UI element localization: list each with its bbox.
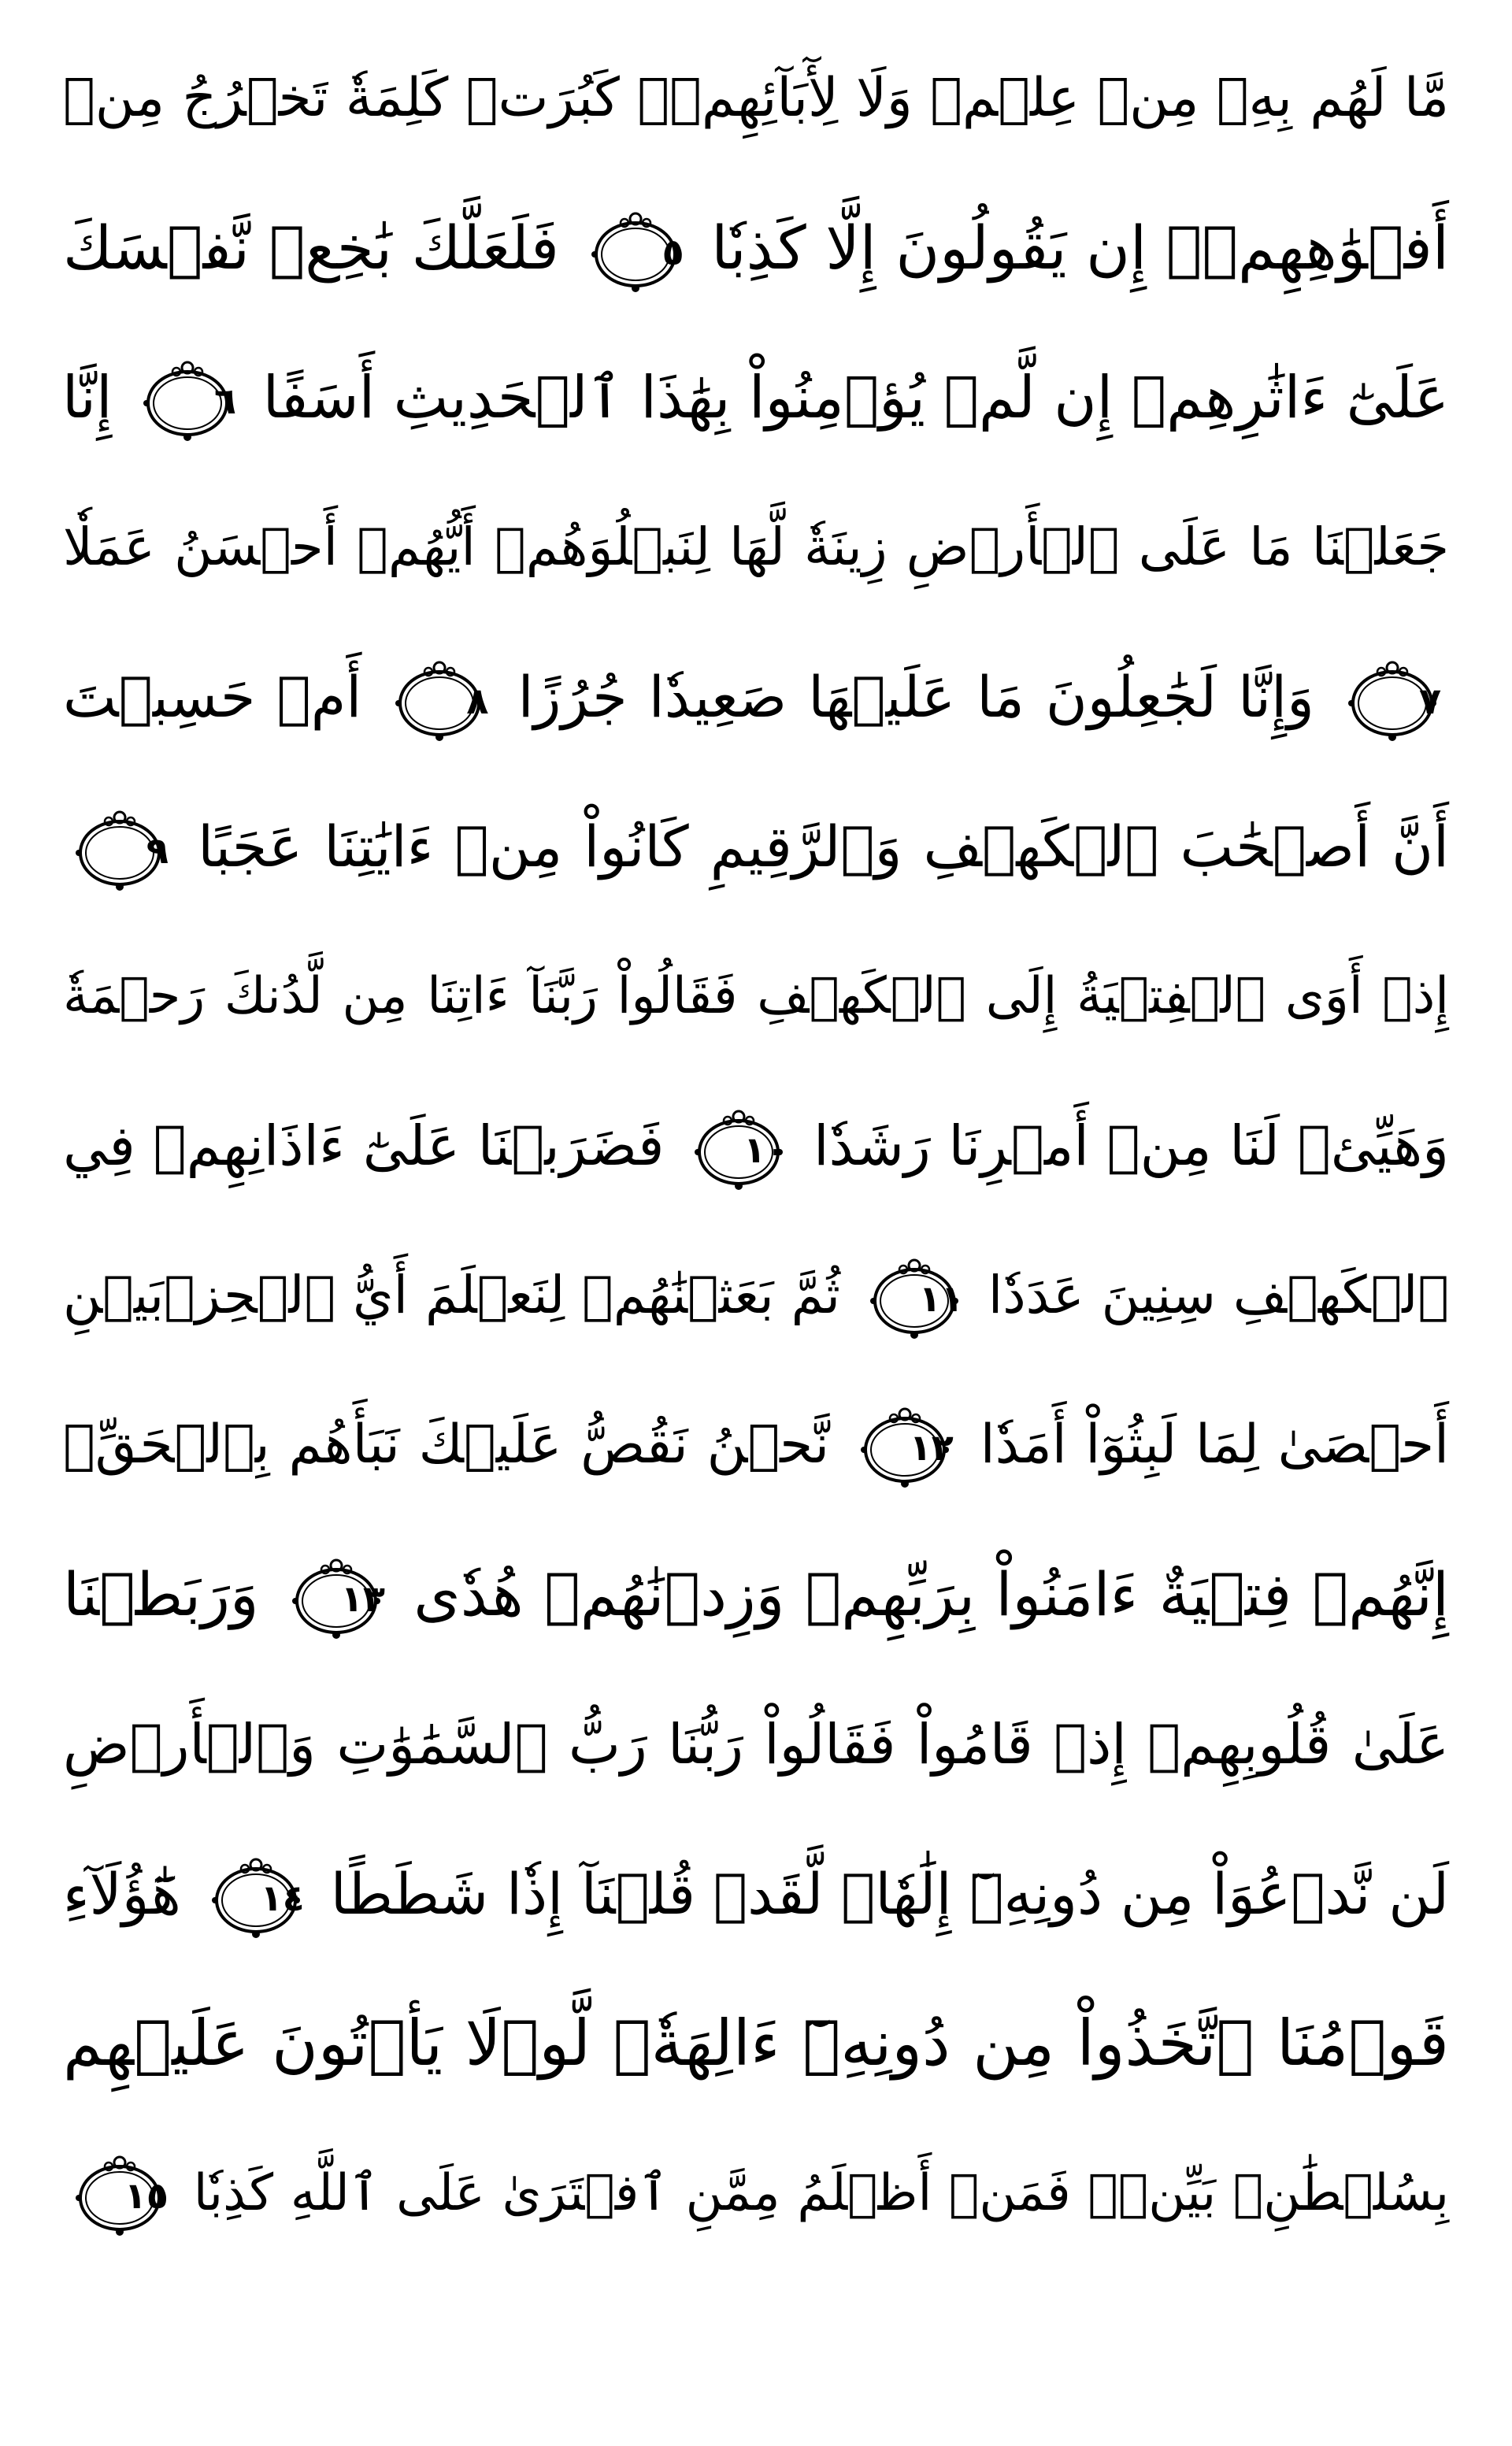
ayah-end-marker: [287, 1558, 385, 1640]
ayah-number: ١٤: [260, 1877, 305, 1920]
ayah-end-marker: [139, 360, 236, 442]
ayah-number: ٦: [214, 380, 237, 423]
ayah-end-marker: [865, 1258, 963, 1340]
verse-text: أَحۡصَىٰ لِمَا لَبِثُوٓاْ أَمَدٗا: [980, 1414, 1450, 1476]
ayah-number: ١٠: [743, 1128, 788, 1171]
verse-line: [63, 173, 1449, 323]
ayah-number: ١٣: [340, 1577, 385, 1620]
verse-line: [63, 921, 1449, 1071]
verse-line: [63, 1221, 1449, 1370]
verse-text: أَمۡ حَسِبۡتَ: [63, 664, 362, 730]
verse-text: قَوۡمُنَا ٱتَّخَذُواْ مِن دُونِهِۦٓ ءَالِهَةٗۖ لَّوۡلَا يَأۡتُونَ عَلَيۡهِم: [63, 2007, 1449, 2080]
verse-line: [63, 622, 1449, 772]
verse-text: ٱلۡكَهۡفِ سِنِينَ عَدَدٗا: [988, 1265, 1450, 1325]
verse-text: مَّا لَهُم بِهِۦ مِنۡ عِلۡمٖ وَلَا لِأٓبَآئِهِمۡۚ كَبُرَتۡ كَلِمَةٗ تَخۡرُجُ مِنۡ: [63, 67, 1449, 129]
verse-text: فَضَرَبۡنَا عَلَىٰٓ ءَاذَانِهِمۡ فِي: [63, 1114, 665, 1178]
ayah-end-marker: [1343, 660, 1441, 742]
ayah-end-marker: [207, 1857, 305, 1939]
verse-line: [63, 1819, 1449, 1969]
verse-line: [63, 1071, 1449, 1221]
verse-line: [63, 1370, 1449, 1520]
verse-line: [63, 1520, 1449, 1670]
ayah-end-marker: [856, 1406, 954, 1488]
verse-text: عَلَىٰٓ ءَاثَٰرِهِمۡ إِن لَّمۡ يُؤۡمِنُواْ بِهَٰذَا ٱلۡحَدِيثِ أَسَفًا: [262, 364, 1449, 432]
ayah-number: ٨: [466, 680, 489, 723]
ayah-number: ٩: [146, 829, 169, 873]
verse-text: فَلَعَلَّكَ بَٰخِعٞ نَّفۡسَكَ: [63, 213, 559, 283]
verse-text: وَهَيِّئۡ لَنَا مِنۡ أَمۡرِنَا رَشَدٗا: [813, 1114, 1449, 1178]
verse-line: [63, 1969, 1449, 2118]
verse-text: ثُمَّ بَعَثۡنَٰهُمۡ لِنَعۡلَمَ أَيُّ ٱلۡحِزۡبَيۡنِ: [63, 1265, 840, 1325]
ayah-number: ١١: [918, 1277, 963, 1320]
verse-text: وَرَبَطۡنَا: [63, 1559, 259, 1629]
verse-line: [63, 2118, 1449, 2268]
ayah-end-marker: [587, 211, 684, 293]
ayah-end-marker: [71, 810, 169, 891]
ayah-end-marker: [690, 1109, 788, 1191]
ayah-number: ١٥: [124, 2174, 169, 2218]
verse-line: [63, 24, 1449, 173]
verse-text: جَعَلۡنَا مَا عَلَى ٱلۡأَرۡضِ زِينَةٗ لَّهَا لِنَبۡلُوَهُمۡ أَيُّهُمۡ أَحۡسَنُ عَمَلٗا: [63, 517, 1449, 577]
verse-text: لَن نَّدۡعُوَاْ مِن دُونِهِۦٓ إِلَٰهٗاۖ لَّقَدۡ قُلۡنَآ إِذٗا شَطَطًا: [330, 1861, 1449, 1927]
quran-text: [63, 24, 1449, 2418]
verse-text: نَّحۡنُ نَقُصُّ عَلَيۡكَ نَبَأَهُم بِٱلۡحَقِّۚ: [63, 1414, 830, 1476]
verse-text: إِنَّا: [61, 364, 113, 432]
verse-text: هَٰٓؤُلَآءِ: [62, 1861, 181, 1927]
verse-line: [63, 1670, 1449, 1819]
verse-line: [63, 323, 1449, 473]
verse-text: وَإِنَّا لَجَٰعِلُونَ مَا عَلَيۡهَا صَعِيدٗا جُرُزًا: [517, 664, 1314, 730]
verse-text: إِذۡ أَوَى ٱلۡفِتۡيَةُ إِلَى ٱلۡكَهۡفِ فَقَالُواْ رَبَّنَآ ءَاتِنَا مِن لَّدُنكَ رَحۡمَةٗ: [63, 967, 1449, 1025]
verse-line: [63, 473, 1449, 622]
verse-text: بِسُلۡطَٰنِۭ بَيِّنٖۖ فَمَنۡ أَظۡلَمُ مِمَّنِ ٱفۡتَرَىٰ عَلَى ٱللَّهِ كَذِبٗا: [193, 2164, 1450, 2222]
ayah-end-marker: [391, 660, 488, 742]
verse-line: [63, 772, 1449, 921]
verse-text: أَفۡوَٰهِهِمۡۚ إِن يَقُولُونَ إِلَّا كَذِبٗا: [711, 213, 1449, 283]
ayah-number: ٧: [1418, 680, 1442, 723]
verse-text: إِنَّهُمۡ فِتۡيَةٌ ءَامَنُواْ بِرَبِّهِمۡ وَزِدۡنَٰهُمۡ هُدٗى: [413, 1559, 1449, 1629]
verse-text: أَنَّ أَصۡحَٰبَ ٱلۡكَهۡفِ وَٱلرَّقِيمِ كَانُواْ مِنۡ ءَايَٰتِنَا عَجَبًا: [198, 813, 1450, 880]
verse-text: عَلَىٰ قُلُوبِهِمۡ إِذۡ قَامُواْ فَقَالُواْ رَبُّنَا رَبُّ ٱلسَّمَٰوَٰتِ وَٱلۡأَرۡضِ: [63, 1712, 1449, 1777]
ayah-number: ٥: [662, 231, 684, 273]
ayah-number: ١٢: [909, 1426, 954, 1469]
ayah-end-marker: [71, 2155, 169, 2237]
